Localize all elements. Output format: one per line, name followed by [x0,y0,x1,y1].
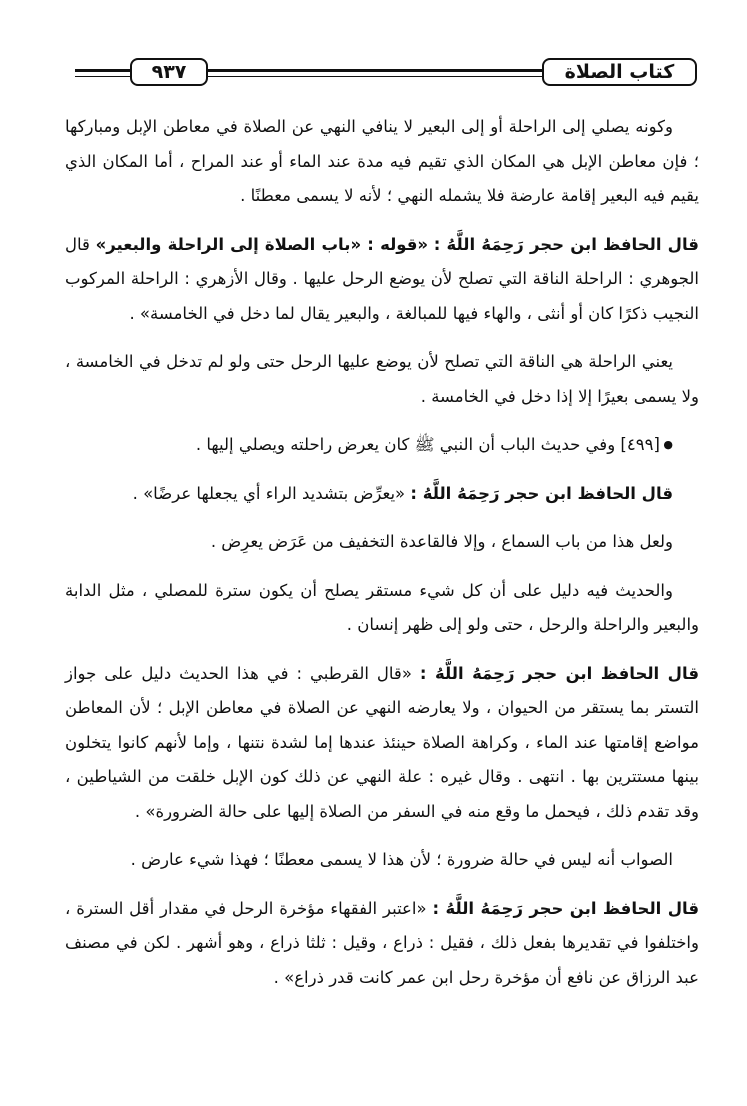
paragraph-7: والحديث فيه دليل على أن كل شيء مستقر يصلح أن يكون سترة للمصلي ، مثل الدابة والبعير والراحلة والرحل ، حتى ولو إلى ظهر إنسان . [65,580,699,635]
speaker-label: قال الحافظ ابن حجر رَحِمَهُ اللَّهُ : [410,483,673,503]
book-title-box [542,58,697,86]
speaker-label: قال الحافظ ابن حجر رَحِمَهُ اللَّهُ : [433,234,699,254]
paragraph-3: يعني الراحلة هي الناقة التي تصلح لأن يوضع عليها الرحل حتى ولو لم تدخل في الخامسة ، ولا يسمى بعيرًا إلا إذا دخل في الخامسة . [65,352,699,406]
book-title: كتاب الصلاة [564,61,675,83]
chapter-quote: «قوله : «باب الصلاة إلى الراحلة والبعير» [95,234,429,254]
page-number: ٩٣٧ [151,61,187,83]
page-body [65,110,699,995]
paragraph-9: الصواب أنه ليس في حالة ضرورة ؛ لأن هذا لا يسمى معطنًا ؛ فهذا شيء عارض . [130,850,673,870]
page-header [75,54,697,94]
paragraph-10: قال الحافظ ابن حجر رَحِمَهُ اللَّهُ : «اعتبر الفقهاء مؤخرة الرحل في مقدار أقل السترة ، واختلفوا في تقديرها بفعل ذلك ، فقيل : ذراع ، وقيل : ثلثا ذراع ، وهو أشهر . لكن في مصنف عبد الرزاق عن نافع أن مؤخرة رحل ابن عمر كانت قدر ذراع» . [65,898,700,987]
page-number-box [130,58,208,86]
hadith-reference: ● [٤٩٩] وفي حديث الباب أن النبي ﷺ كان يعرض راحلته ويصلي إليها . [65,428,699,463]
paragraph-6: ولعل هذا من باب السماع ، وإلا فالقاعدة التخفيف من عَرَض يعرِض . [210,532,673,552]
speaker-label: قال الحافظ ابن حجر رَحِمَهُ اللَّهُ : [432,898,700,918]
paragraph-5: قال الحافظ ابن حجر رَحِمَهُ اللَّهُ : «يعرِّض بتشديد الراء أي يجعلها عرضًا» . [132,483,673,503]
paragraph-2: قال الحافظ ابن حجر رَحِمَهُ اللَّهُ : «قوله : «باب الصلاة إلى الراحلة والبعير» قال الجوهري : الراحلة الناقة التي تصلح لأن يوضع الرحل عليها . وقال الأزهري : الراحلة المركوب النجيب ذكرًا كان أو أنثى ، والهاء فيها للمبالغة ، والبعير يقال لما دخل في الخامسة» . [65,234,699,323]
paragraph-1: وكونه يصلي إلى الراحلة أو إلى البعير لا ينافي النهي عن الصلاة في معاطن الإبل ومباركها ؛ فإن معاطن الإبل هي المكان الذي تقيم فيه مدة عند الماء أو عند المراح ، أما المكان الذي يقيم فيه البعير إقامة عارضة فلا يشمله النهي ؛ لأنه لا يسمى معطنًا . [65,117,699,205]
paragraph-8: قال الحافظ ابن حجر رَحِمَهُ اللَّهُ : «قال القرطبي : في هذا الحديث دليل على جواز التستر بما يستقر من الحيوان ، ولا يعارضه النهي عن الصلاة في معاطن الإبل ؛ لأن المعاطن مواضع إقامتها عند الماء ، وكراهة الصلاة حينئذ عندها إما لشدة نتنها ، وإما لأنهم كانوا يتخلون بينها مستترين بها . انتهى . وقال غيره : علة النهي عن ذلك كون الإبل خلقت من الشياطين ، وقد تقدم ذلك ، فيحمل ما وقع منه في السفر من الصلاة إليها على حالة الضرورة» . [65,663,699,821]
speaker-label: قال الحافظ ابن حجر رَحِمَهُ اللَّهُ : [419,663,699,683]
